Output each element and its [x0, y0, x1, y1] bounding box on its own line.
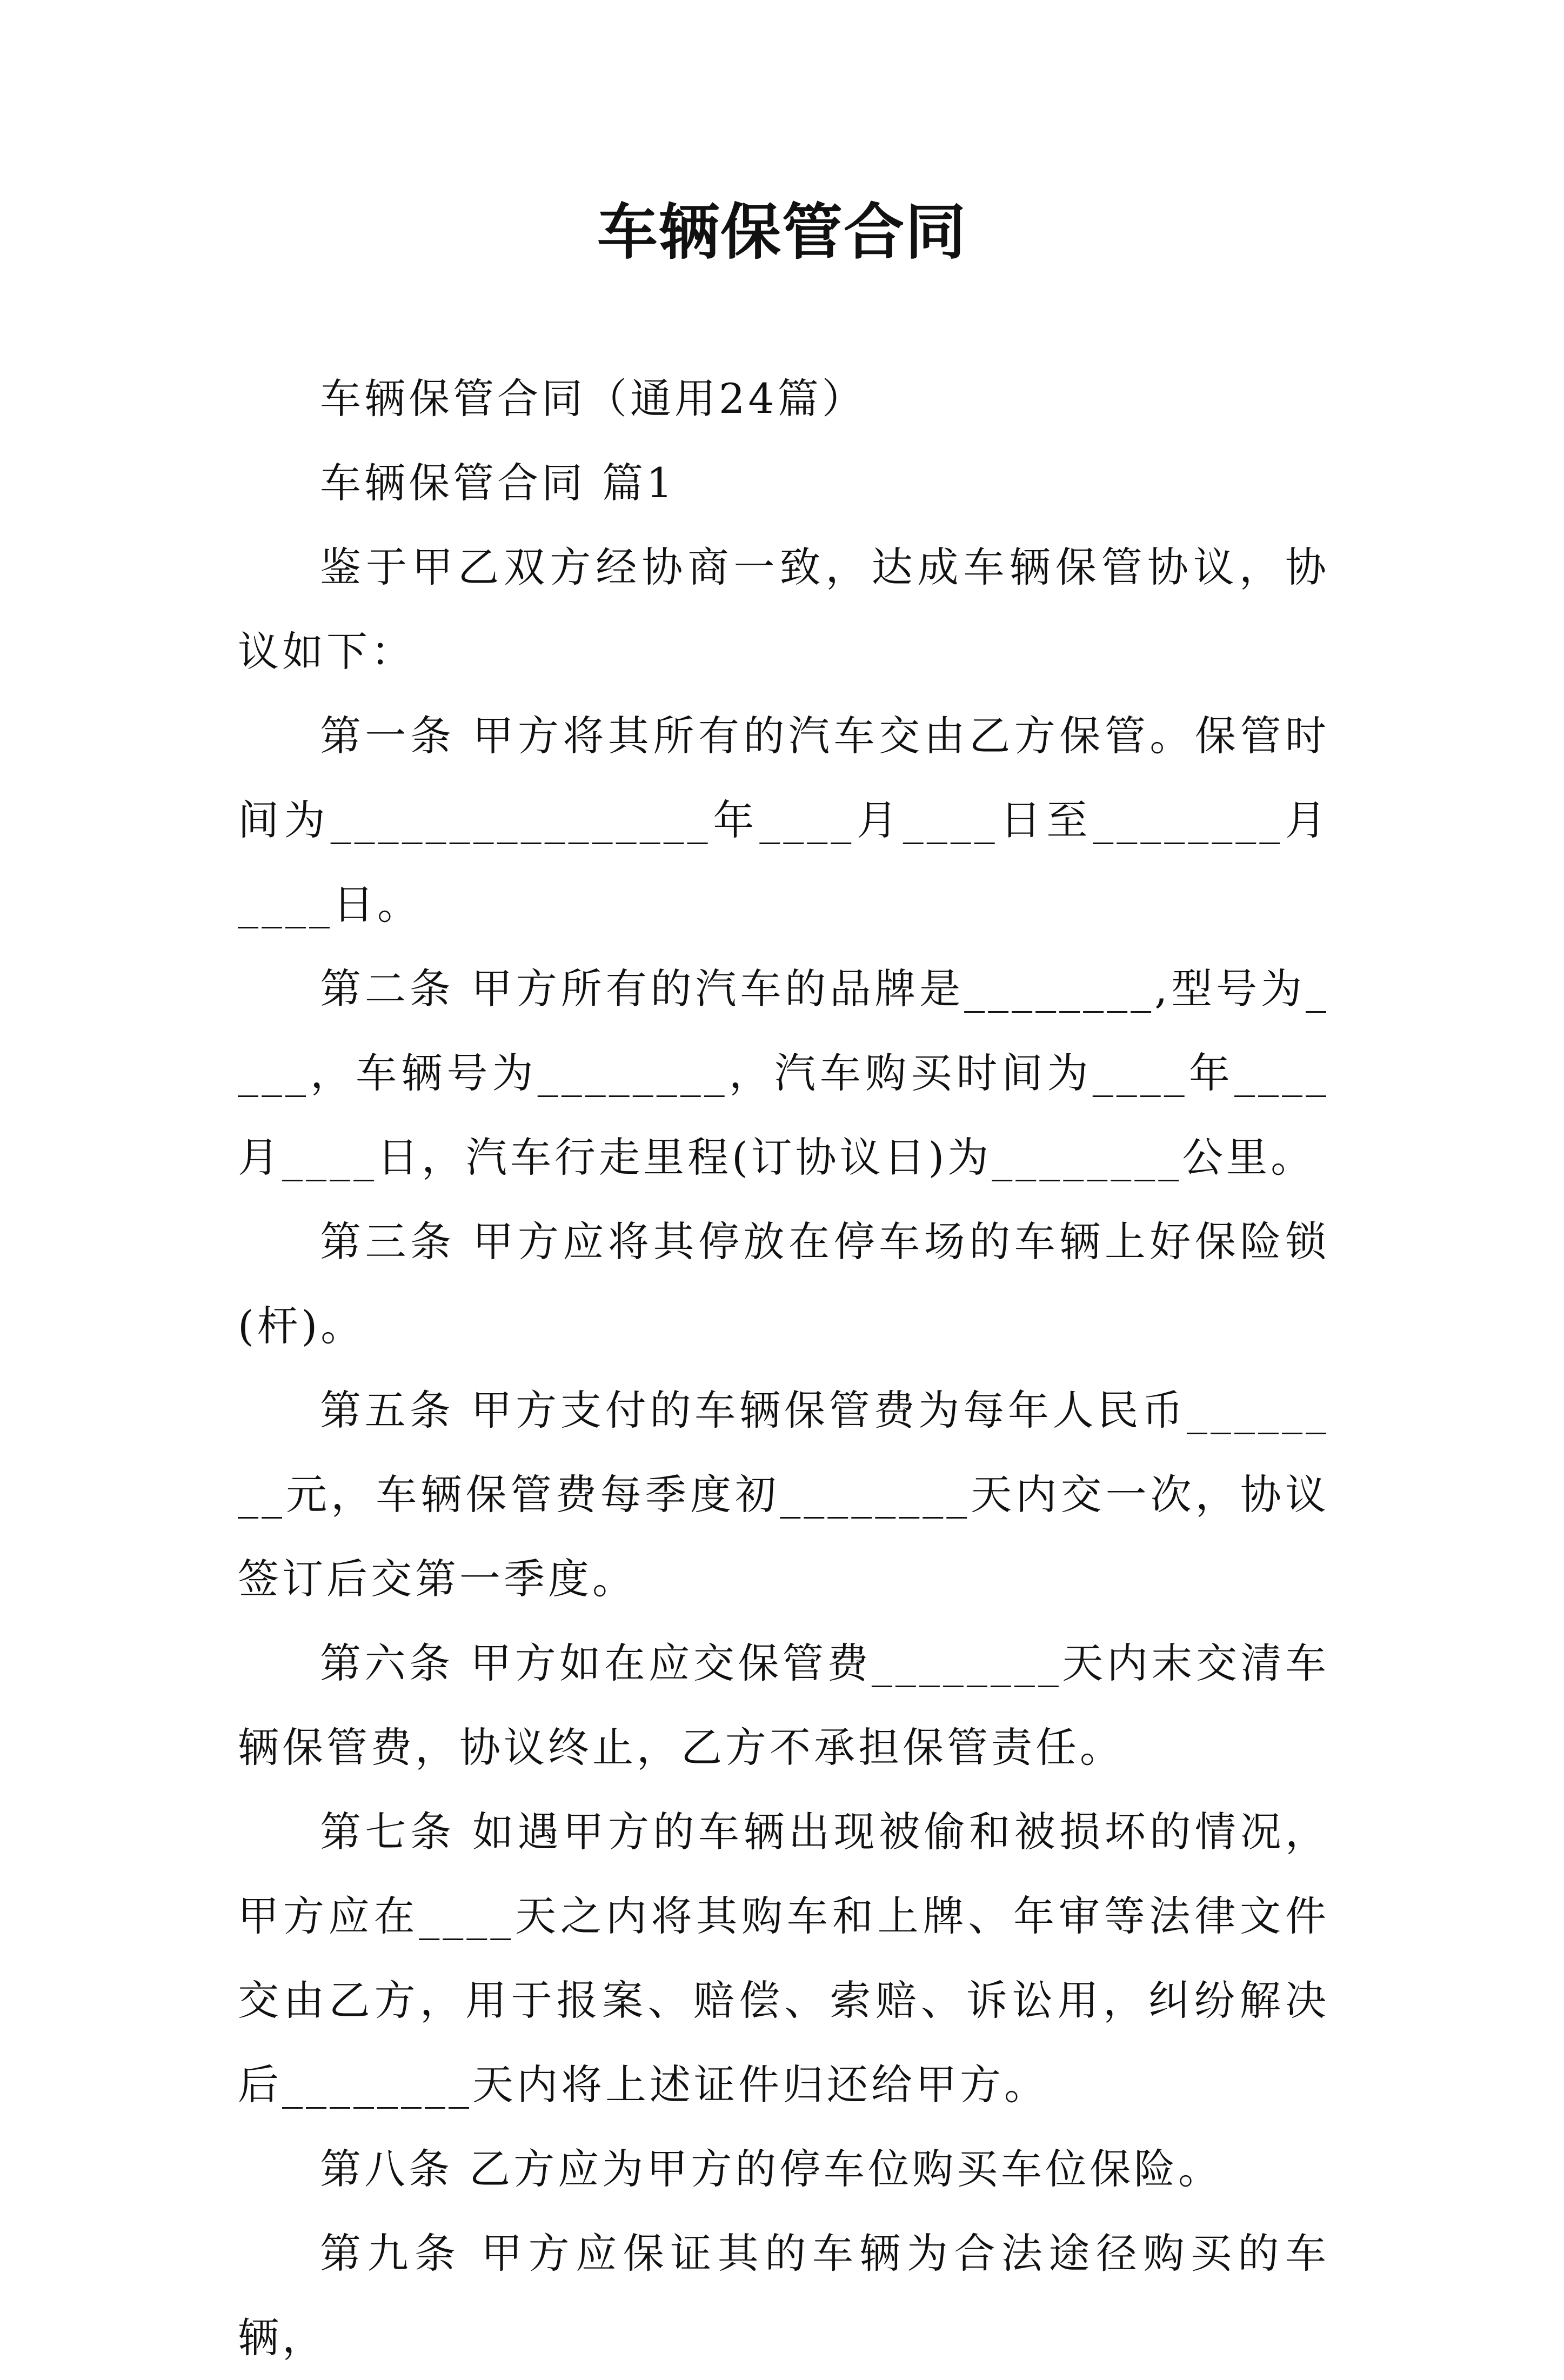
article-8: 第八条 乙方应为甲方的停车位购买车位保险。	[320, 2145, 1223, 2193]
article-6: 第六条 甲方如在应交保管费________天内末交清车辆保管费，协议终止，乙方不承担保管责任。	[238, 1639, 1329, 1771]
document-title: 车辆保管合同	[597, 197, 967, 268]
article-2: 第二条 甲方所有的汽车的品牌是________,型号为____，车辆号为________，汽车购买时间为____年____月____日，汽车行走里程(订协议日)为________公里。	[238, 965, 1329, 1181]
article-5: 第五条 甲方支付的车辆保管费为每年人民币________元，车辆保管费每季度初________天内交一次，协议签订后交第一季度。	[238, 1386, 1329, 1603]
article-3: 第三条 甲方应将其停放在停车场的车辆上好保险锁(杆)。	[238, 1218, 1329, 1350]
preamble-paragraph: 鉴于甲乙双方经协商一致，达成车辆保管协议，协议如下：	[238, 543, 1329, 676]
article-9: 第九条 甲方应保证其的车辆为合法途径购买的车辆，	[238, 2229, 1329, 2362]
article-1: 第一条 甲方将其所有的汽车交由乙方保管。保管时间为________________年____月____日至________月____日。	[238, 712, 1329, 928]
article-7: 第七条 如遇甲方的车辆出现被偷和被损坏的情况，甲方应在____天之内将其购车和上牌、年审等法律文件交由乙方，用于报案、赔偿、索赔、诉讼用，纠纷解决后________天内将上述证件归还给甲方。	[238, 1808, 1329, 2109]
document-body	[238, 357, 1329, 2380]
subtitle-collection: 车辆保管合同（通用24篇）	[320, 375, 866, 423]
subtitle-part-1: 车辆保管合同 篇1	[320, 459, 676, 507]
